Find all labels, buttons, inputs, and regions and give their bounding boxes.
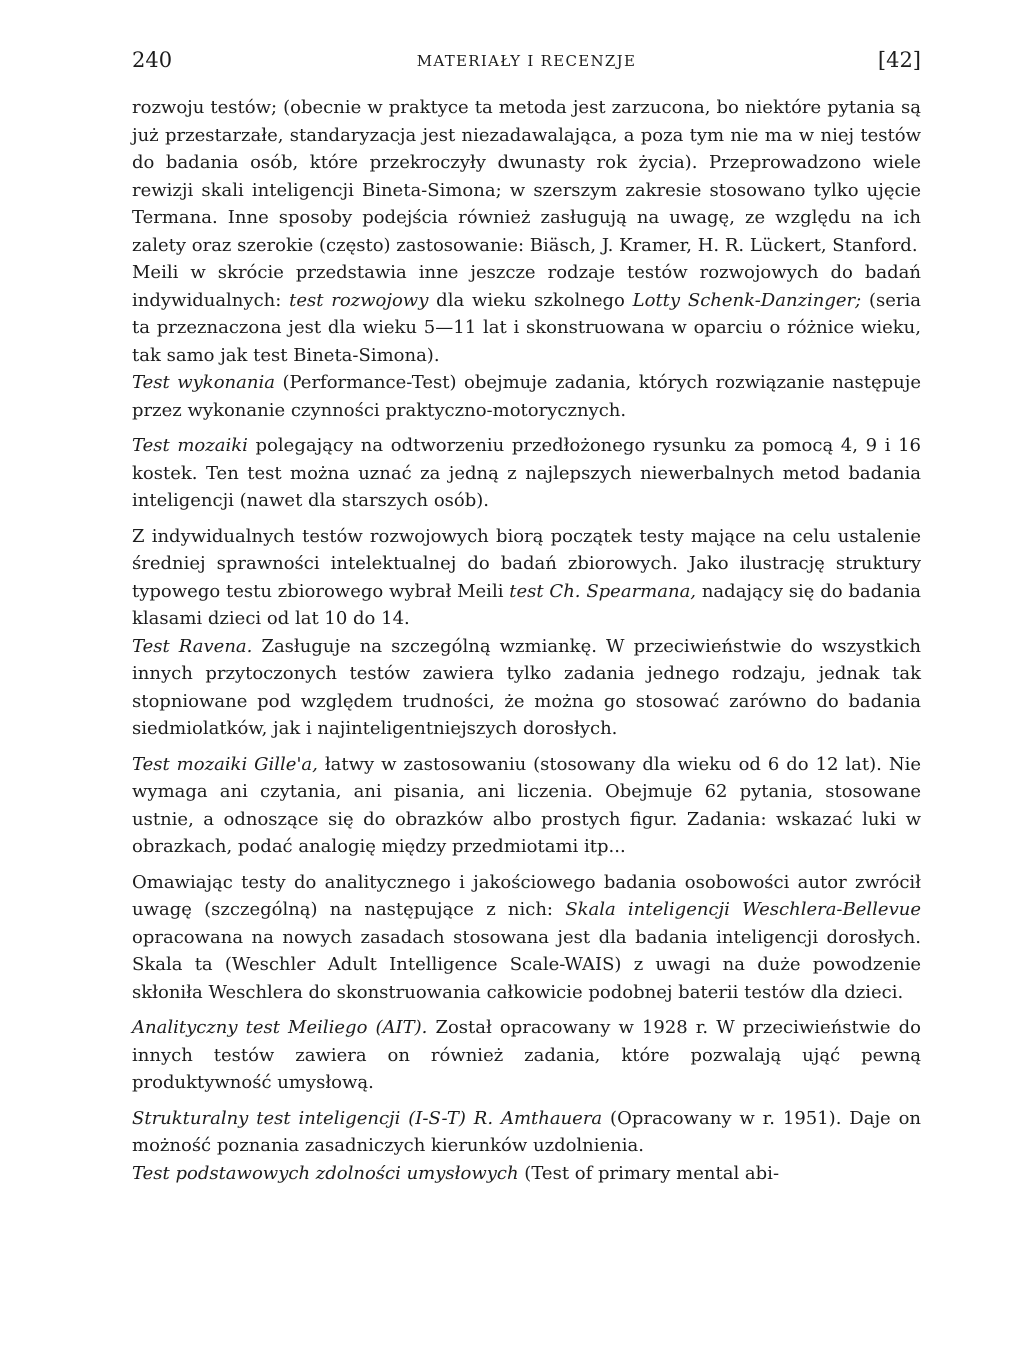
italic-text-run: Analityczny test Meiliego (AIT).	[132, 1017, 428, 1038]
text-run: nadający się do badania klasami dzieci od lat 10 do 14.	[132, 580, 922, 629]
italic-text-run: Test mozaiki	[132, 435, 248, 456]
text-run: Został opracowany w 1928 r. W przeciwieństwie do innych testów zawiera on również zadania, które pozwalają ująć pewną produktywność umysłową.	[132, 1017, 922, 1093]
italic-text-run: Test mozaiki Gille'a,	[132, 753, 318, 775]
text-run: (Performance-Test) obejmuje zadania, których rozwiązanie następuje przez wykonanie czynności praktyczno-motorycznych.	[132, 372, 921, 421]
text-run: Omawiając testy do analitycznego i jakościowego badania osobowości autor zwrócił uwagę (szczególną) na następujące z nich:	[132, 871, 921, 920]
running-title: MATERIAŁY I RECENZJE	[416, 52, 637, 70]
italic-text-run: Strukturalny test inteligencji (I-S-T) R. Amthauera	[132, 1107, 603, 1129]
text-run: rozwoju testów; (obecnie w praktyce ta metoda jest zarzucona, bo niektóre pytania są już przestarzałe, standaryzacja jest niezadawalająca, a poza tym nie ma w niej testów do badania osób, które przekroczyły dwunasty rok życia). Przeprowadzono wiele rewizji skali inteligencji Bineta-Simona; w szerszym zakresie stosowano tylko ujęcie Termana. Inne sposoby podejścia również zasługują na uwagę, ze względu na ich zalety oraz szerokie (często) zastosowanie: Biäsch, J. Kramer, H. R. Lückert, Stanford.	[132, 97, 921, 256]
text-run: (Test of primary mental abi-	[518, 1162, 780, 1184]
italic-text-run: Lotty Schenk-Danzinger;	[632, 289, 862, 311]
paragraph	[132, 369, 921, 424]
page-number: 240	[132, 48, 173, 72]
paragraph	[132, 432, 921, 515]
paragraph	[132, 751, 921, 861]
paragraph	[132, 523, 921, 633]
text-run: polegający na odtworzeniu przedłożonego rysunku za pomocą 4, 9 i 16 kostek. Ten test można uznać za jedną z najlepszych niewerbalnych metod badania inteligencji (nawet dla starszych osób).	[132, 435, 922, 511]
text-run: opracowana na nowych zasadach stosowana jest dla badania inteligencji dorosłych. Skala ta (Weschler Adult Intelligence Scale-WAIS) z uwagi na duże powodzenie skłoniła Weschlera do skonstruowania całkowicie podobnej baterii testów dla dzieci.	[132, 926, 921, 1003]
paragraph	[132, 1105, 921, 1160]
italic-text-run: Test wykonania	[132, 372, 275, 393]
text-body	[132, 94, 921, 1187]
italic-text-run: test Ch. Spearmana,	[509, 580, 697, 602]
text-run: Meili w skrócie przedstawia inne jeszcze rodzaje testów rozwojowych do badań indywidualnych:	[132, 262, 921, 311]
italic-text-run: test rozwojowy	[289, 289, 429, 311]
section-reference: [42]	[877, 48, 921, 72]
text-run: (seria ta przeznaczona jest dla wieku 5—11 lat i skonstruowana w oparciu o różnice wieku, tak samo jak test Bineta-Simona).	[132, 289, 921, 366]
text-run: Z indywidualnych testów rozwojowych biorą początek testy mające na celu ustalenie średniej sprawności intelektualnej do badań zbiorowych. Jako ilustrację struktury typowego testu zbiorowego wybrał Meili	[132, 525, 921, 602]
italic-text-run: Skala inteligencji Weschlera-Bellevue	[565, 899, 921, 920]
text-run: Zasługuje na szczególną wzmiankę. W przeciwieństwie do wszystkich innych przytoczonych testów zawiera tylko zadania jednego rodzaju, jednak tak stopniowane pod względem trudności, że można go stosować zarówno do badania siedmiolatków, jak i najinteligentniejszych dorosłych.	[132, 635, 921, 739]
paragraph	[132, 869, 921, 1007]
text-run: dla wieku szkolnego	[428, 289, 633, 311]
paragraph	[132, 1014, 921, 1097]
text-run: łatwy w zastosowaniu (stosowany dla wieku od 6 do 12 lat). Nie wymaga ani czytania, ani pisania, ani liczenia. Obejmuje 62 pytania, stosowane ustnie, a odnoszące się do obrazków albo prostych figur. Zadania: wskazać luki w obrazkach, podać analogię między przedmiotami itp...	[132, 753, 921, 857]
paragraph	[132, 94, 921, 259]
paragraph	[132, 633, 921, 743]
italic-text-run: Test podstawowych zdolności umysłowych	[132, 1162, 519, 1184]
italic-text-run: Test Ravena.	[132, 635, 253, 657]
paragraph	[132, 1160, 921, 1188]
text-run: (Opracowany w r. 1951). Daje on możność poznania zasadniczych kierunków uzdolnienia.	[132, 1107, 922, 1156]
running-header	[132, 46, 921, 74]
paragraph	[132, 259, 921, 369]
